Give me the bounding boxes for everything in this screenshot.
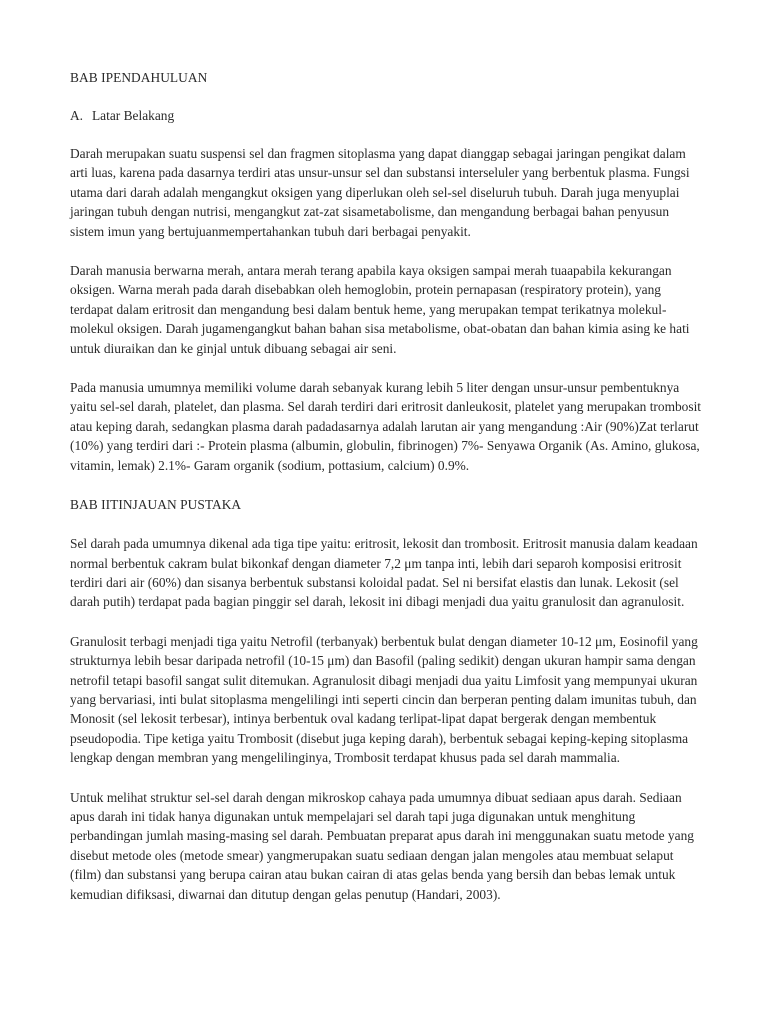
section-title: Latar Belakang	[92, 108, 175, 123]
paragraph-4: Sel darah pada umumnya dikenal ada tiga tipe yaitu: eritrosit, lekosit dan trombosit. Eritrosit manusia dalam keadaan normal berbentuk cakram bulat bikonkaf dengan diameter 7,2 μm tanpa inti, lebih dari separoh komposisi eritrosit terdiri dari air (60%) dan sisanya berbentuk substansi koloidal padat. Sel ni bersifat elastis dan lunak. Lekosit (sel darah putih) terdapat pada bagian pinggir sel darah, lekosit ini dibagi menjadi dua yaitu granulosit dan agranulosit.	[70, 536, 698, 610]
chapter-2-title: BAB IITINJAUAN PUSTAKA	[70, 497, 242, 513]
chapter-1-title: BAB IPENDAHULUAN	[70, 70, 208, 85]
section-a-heading	[70, 106, 702, 125]
paragraph-6: Untuk melihat struktur sel-sel darah dengan mikroskop cahaya pada umumnya dibuat sediaan apus darah. Sediaan apus darah ini tidak hanya digunakan untuk mempelajari sel darah tapi juga digunakan untuk menghitung perbandingan jumlah masing-masing sel darah. Pembuatan preparat apus darah ini menggunakan suatu metode yang disebut metode oles (metode smear) yangmerupakan suatu sediaan dengan jalan mengoles atau membuat selaput (film) dan substansi yang berupa cairan atau bukan cairan di atas gelas benda yang bersih dan bebas lemak untuk kemudian difiksasi, diwarnai dan ditutup dengan gelas penutup (Handari, 2003).	[70, 789, 694, 902]
paragraph-2: Darah manusia berwarna merah, antara merah terang apabila kaya oksigen sampai merah tuaapabila kekurangan oksigen. Warna merah pada darah disebabkan oleh hemoglobin, protein pernapasan (respiratory protein), yang terdapat dalam eritrosit dan mengandung besi dalam bentuk heme, yang merupakan tempat terikatnya molekul-molekul oksigen. Darah jugamengangkut bahan bahan sisa metabolisme, obat-obatan dan bahan kimia asing ke hati untuk diuraikan dan ke ginjal untuk dibuang sebagai air seni.	[70, 263, 690, 356]
paragraph-3: Pada manusia umumnya memiliki volume darah sebanyak kurang lebih 5 liter dengan unsur-unsur pembentuknya yaitu sel-sel darah, platelet, dan plasma. Sel darah terdiri dari eritrosit danleukosit, platelet yang merupakan trombosit atau keping darah, sedangkan plasma darah padadasarnya adalah larutan air yang mengandung :Air (90%)Zat terlarut (10%) yang terdiri dari :- Protein plasma (albumin, globulin, fibrinogen) 7%- Senyawa Organik (As. Amino, glukosa, vitamin, lemak) 2.1%- Garam organik (sodium, pottasium, calcium) 0.9%.	[70, 380, 702, 473]
section-number: A.	[70, 108, 84, 123]
paragraph-5: Granulosit terbagi menjadi tiga yaitu Netrofil (terbanyak) berbentuk bulat dengan diameter 10-12 μm, Eosinofil yang strukturnya lebih besar daripada netrofil (10-15 μm) dan Basofil (paling sedikit) dengan ukuran hampir sama dengan netrofil tetapi basofil sangat sulit ditemukan. Agranulosit dibagi menjadi dua yaitu Limfosit yang mempunyai ukuran yang bervariasi, inti bulat sitoplasma mengelilingi inti seperti cincin dan berperan penting dalam imunitas tubuh, dan Monosit (sel lekosit terbesar), intinya berbentuk oval kadang terlipat-lipat dapat bergerak dengan membentuk pseudopodia. Tipe ketiga yaitu Trombosit (disebut juga keping darah), berbentuk sebagai keping-keping sitoplasma lengkap dengan membran yang mengelilinginya, Trombosit terdapat khusus pada sel darah mammalia.	[70, 633, 698, 766]
paragraph-1: Darah merupakan suatu suspensi sel dan fragmen sitoplasma yang dapat dianggap sebagai jaringan pengikat dalam arti luas, karena pada dasarnya terdiri atas unsur-unsur sel dan substansi interseluler yang berbentuk plasma. Fungsi utama dari darah adalah mengangkut oksigen yang diperlukan oleh sel-sel diseluruh tubuh. Darah juga menyuplai jaringan tubuh dengan nutrisi, mengangkut zat-zat sisametabolisme, dan mengandung berbagai bahan penyusun sistem imun yang bertujuanmempertahankan tubuh dari berbagai penyakit.	[70, 146, 690, 239]
